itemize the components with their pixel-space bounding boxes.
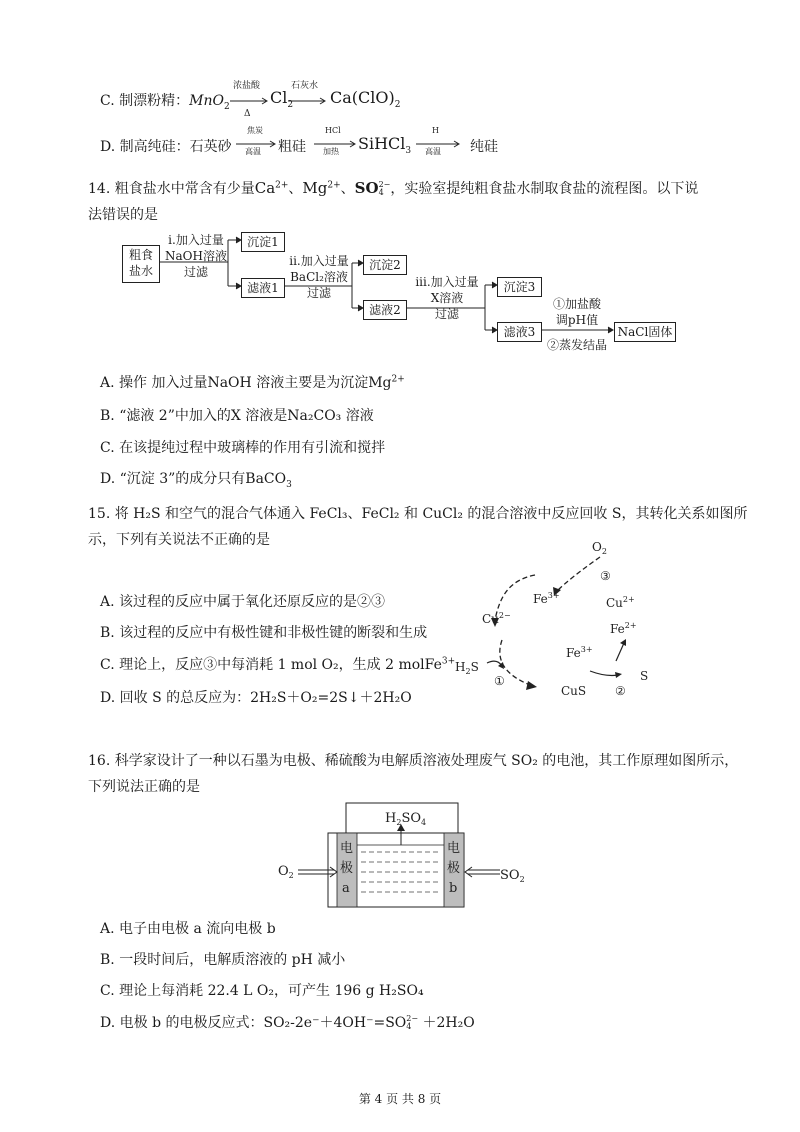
- q13-c-above1: 浓盐酸: [233, 81, 261, 91]
- q13-c-cl2: $Cl_2$: [270, 88, 294, 111]
- q15-fe3-mid: $Fe^{3+}$: [566, 645, 593, 660]
- q13-c-product: $Ca(ClO)_2$: [330, 88, 401, 111]
- q14-option-b: B. “滤液 2”中加入的X 溶液是Na₂CO₃ 溶液: [100, 408, 374, 424]
- q16-option-a: A. 电子由电极 a 流向电极 b: [100, 921, 276, 937]
- q13-d-mid1: 粗硅: [278, 139, 306, 155]
- q16-so2: $SO_2$: [500, 868, 525, 884]
- q15-stem-line2: 示，下列有关说法不正确的是: [88, 532, 270, 548]
- q15-cu2-left: $Cu^{2-}$: [482, 611, 511, 626]
- q15-fe2: $Fe^{2+}$: [610, 621, 637, 636]
- flow-step1-text: i.加入过量 NaOH溶液 过滤: [165, 233, 227, 279]
- q16-elec-a3: a: [342, 881, 350, 896]
- q16-stem-line2: 下列说法正确的是: [88, 779, 200, 795]
- q13-option-d: D. 制高纯硅：石英砂: [100, 139, 232, 155]
- q16-o2: $O_2$: [278, 864, 294, 880]
- q13-c-below1: Δ: [244, 109, 251, 119]
- page-footer: 第 4 页 共 8 页: [358, 1092, 442, 1106]
- q16-option-d: D. 电极 b 的电极反应式：SO₂-2e⁻＋4OH⁻=SO 2− 4 ＋2H₂O: [100, 1014, 475, 1031]
- q13-c-label: C. 制漂粉精：: [100, 93, 190, 109]
- q13-d-end: 纯硅: [470, 139, 498, 155]
- q13-d-below2: 加热: [323, 147, 339, 156]
- q14-stem-line2: 法错误的是: [88, 207, 158, 223]
- flow-step2-text: ii.加入过量 BaCl₂溶液 过滤: [289, 254, 349, 300]
- q16-elec-b1: 电: [447, 841, 461, 856]
- flow-ppt3-box: 沉淀3: [497, 277, 542, 297]
- q15-fe3-top: $Fe^{3+}$: [533, 591, 560, 606]
- q15-c3: ③: [600, 569, 611, 583]
- q13-d-below3: 高温: [425, 147, 441, 156]
- flow-start-box: 粗食盐水: [122, 245, 160, 283]
- flow-step3-text: iii.加入过量 X溶液 过滤: [415, 275, 479, 321]
- q15-cycle-diagram: [440, 535, 690, 715]
- flow-ppt1-box: 沉淀1: [241, 232, 285, 252]
- q13-d-above1: 焦炭: [247, 126, 263, 135]
- flow-filtrate1-box: 滤液1: [241, 278, 285, 298]
- q13-d-above2: HCl: [325, 126, 341, 135]
- q13-c-mno2: MnO: [189, 93, 224, 109]
- q15-c2: ②: [615, 684, 626, 698]
- q16-elec-a2: 极: [340, 861, 354, 876]
- q14-stem-line1: 14. 粗食盐水中常含有少量$Ca^{2+}$、$Mg^{2+}$、SO 2− 4 ，实验室提纯粗食盐水制取食盐的流程图。以下说: [88, 179, 699, 197]
- q13-option-c: C. 制漂粉精：MnO$_2$: [100, 93, 230, 112]
- q14-option-c: C. 在该提纯过程中玻璃棒的作用有引流和搅拌: [100, 440, 386, 456]
- q15-option-b: B. 该过程的反应中有极性键和非极性键的断裂和生成: [100, 625, 428, 641]
- q15-stem-line1: 15. 将 H₂S 和空气的混合气体通入 FeCl₃、FeCl₂ 和 CuCl₂ 的混合溶液中反应回收 S，其转化关系如图所: [88, 506, 748, 522]
- q15-cu2-right: $Cu^{2+}$: [606, 595, 635, 610]
- q15-c1: ①: [494, 674, 505, 688]
- q15-cus: CuS: [561, 684, 587, 698]
- q16-cell-diagram: [260, 800, 540, 915]
- q16-option-b: B. 一段时间后，电解质溶液的 pH 减小: [100, 952, 346, 968]
- q15-option-d: D. 回收 S 的总反应为：2H₂S＋O₂=2S↓＋2H₂O: [100, 690, 412, 706]
- q15-s: S: [640, 669, 649, 683]
- q16-h2so4: $H_2SO_4$: [385, 811, 427, 827]
- flow-step4-top: ①加盐酸 调pH值: [552, 297, 601, 327]
- q15-o2: $O_2$: [592, 540, 607, 556]
- q16-stem-line1: 16. 科学家设计了一种以石墨为电极、稀硫酸为电解质溶液处理废气 SO₂ 的电池，其工作原理如图所示，: [88, 753, 739, 769]
- flow-ppt2-box: 沉淀2: [363, 255, 407, 275]
- q13-d-mid2: SiHCl$_3$: [358, 134, 412, 157]
- q14-option-a: A. 操作 加入过量NaOH 溶液主要是为沉淀$Mg^{2+}$: [100, 374, 405, 391]
- q16-elec-a1: 电: [340, 841, 354, 856]
- q14-option-d: D. “沉淀 3”的成分只有BaCO$_3$: [100, 471, 292, 490]
- q16-option-c: C. 理论上每消耗 22.4 L O₂，可产生 196 g H₂SO₄: [100, 983, 424, 999]
- flow-filtrate3-box: 滤液3: [497, 322, 542, 342]
- q15-option-c: C. 理论上，反应③中每消耗 1 mol O₂，生成 2 molFe$^{3+}$: [100, 656, 456, 673]
- q16-elec-b2: 极: [447, 861, 461, 876]
- q15-h2s: $H_2S$: [455, 660, 479, 676]
- q13-c-above2: 石灰水: [291, 81, 319, 91]
- flow-product-box: NaCl固体: [614, 322, 676, 342]
- flow-step4-bottom: ②蒸发结晶: [546, 338, 607, 352]
- flow-filtrate2-box: 滤液2: [363, 300, 407, 320]
- q13-d-above3: H: [432, 126, 439, 135]
- q16-elec-b3: b: [449, 881, 458, 896]
- q13-d-below1: 高温: [245, 147, 261, 156]
- q15-option-a: A. 该过程的反应中属于氧化还原反应的是②③: [100, 594, 386, 610]
